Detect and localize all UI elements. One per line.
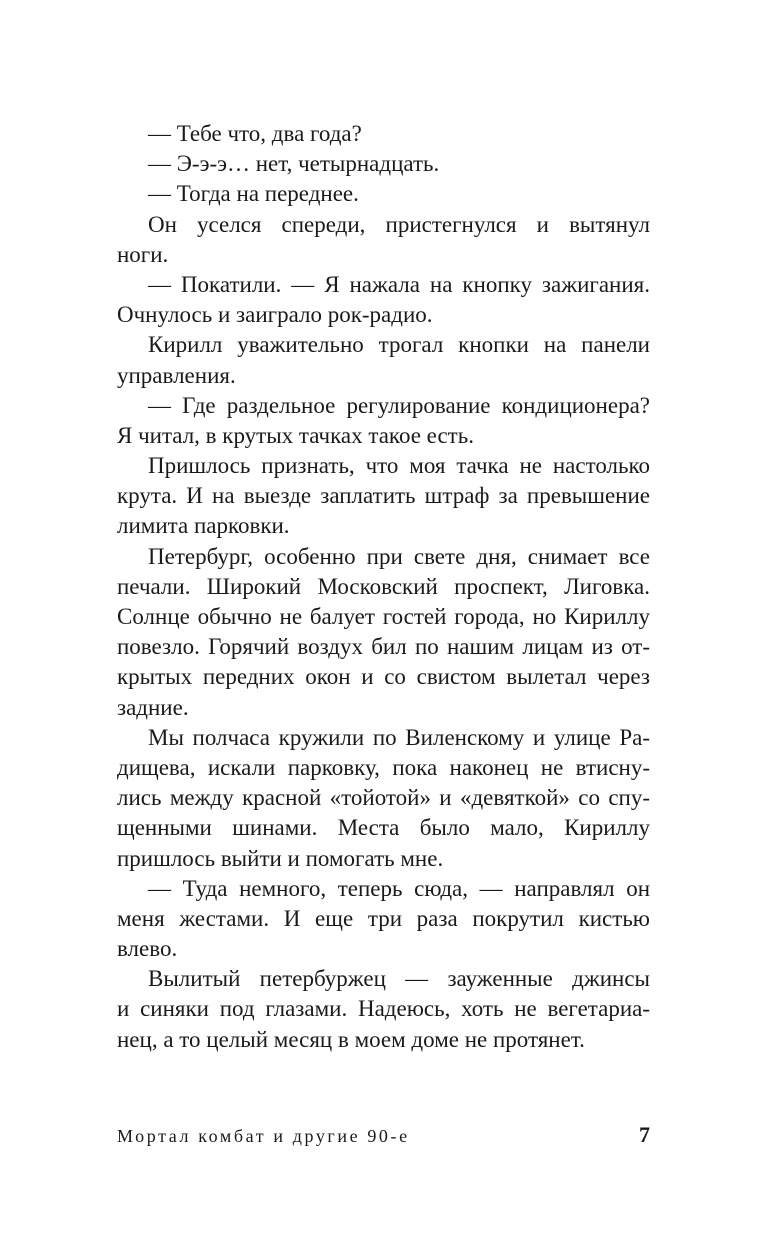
text-line: Кирилл уважительно трогал кнопки на панели	[148, 332, 650, 358]
text-line: повезло. Горячий воздух бил по нашим лицам из от-	[117, 634, 650, 660]
text-line: щенными шинами. Места было мало, Кириллу	[117, 815, 650, 841]
text-line: задние.	[117, 694, 189, 720]
text-line: печали. Широкий Московский проспект, Лиговка.	[117, 573, 650, 599]
page-number: 7	[639, 1122, 650, 1147]
text-line: крута. И на выезде заплатить штраф за превышение	[117, 483, 650, 509]
body-text	[117, 119, 650, 1055]
text-line: ноги.	[117, 241, 169, 267]
text-line: Солнце обычно не балует гостей города, но Кириллу	[117, 604, 650, 629]
page-footer	[117, 1118, 650, 1158]
text-line: Вылитый петербуржец — зауженные джинсы	[148, 966, 650, 992]
text-line: Я читал, в крутых тачках такое есть.	[117, 422, 474, 448]
running-title: Мортал комбат и другие 90-е	[117, 1126, 410, 1146]
text-line: Он уселся спереди, пристегнулся и вытянул	[148, 211, 650, 237]
text-line: — Покатили. — Я нажала на кнопку зажигания.	[148, 271, 650, 297]
text-line: пришлось выйти и помогать мне.	[117, 845, 444, 871]
text-line: лись между красной «тойотой» и «девяткой» со спу-	[117, 785, 650, 811]
text-line: меня жестами. И еще три раза покрутил кистью	[117, 905, 650, 931]
text-line: Пришлось признать, что моя тачка не настолько	[148, 453, 650, 479]
text-line: дищева, искали парковку, пока наконец не втисну-	[117, 754, 650, 780]
text-line: крытых передних окон и со свистом вылетал через	[117, 664, 650, 690]
text-line: — Туда немного, теперь сюда, — направлял он	[148, 875, 650, 901]
text-line: Петербург, особенно при свете дня, снимает все	[148, 543, 650, 569]
text-line: влево.	[117, 936, 178, 962]
text-line: управления.	[117, 362, 236, 388]
text-line: и синяки под глазами. Надеюсь, хоть не вегетариа-	[117, 996, 650, 1022]
text-line: Очнулось и заиграло рок-радио.	[117, 302, 433, 328]
text-line: — Где раздельное регулирование кондиционера?	[148, 392, 650, 418]
text-line: — Тогда на переднее.	[148, 181, 359, 207]
text-line: — Тебе что, два года?	[148, 121, 362, 146]
text-line: нец, а то целый месяц в моем доме не протянет.	[117, 1026, 585, 1052]
text-line: лимита парковки.	[117, 513, 290, 539]
text-line: Мы полчаса кружили по Виленскому и улице Ра-	[148, 724, 650, 750]
text-line: — Э-э-э… нет, четырнадцать.	[148, 151, 440, 177]
